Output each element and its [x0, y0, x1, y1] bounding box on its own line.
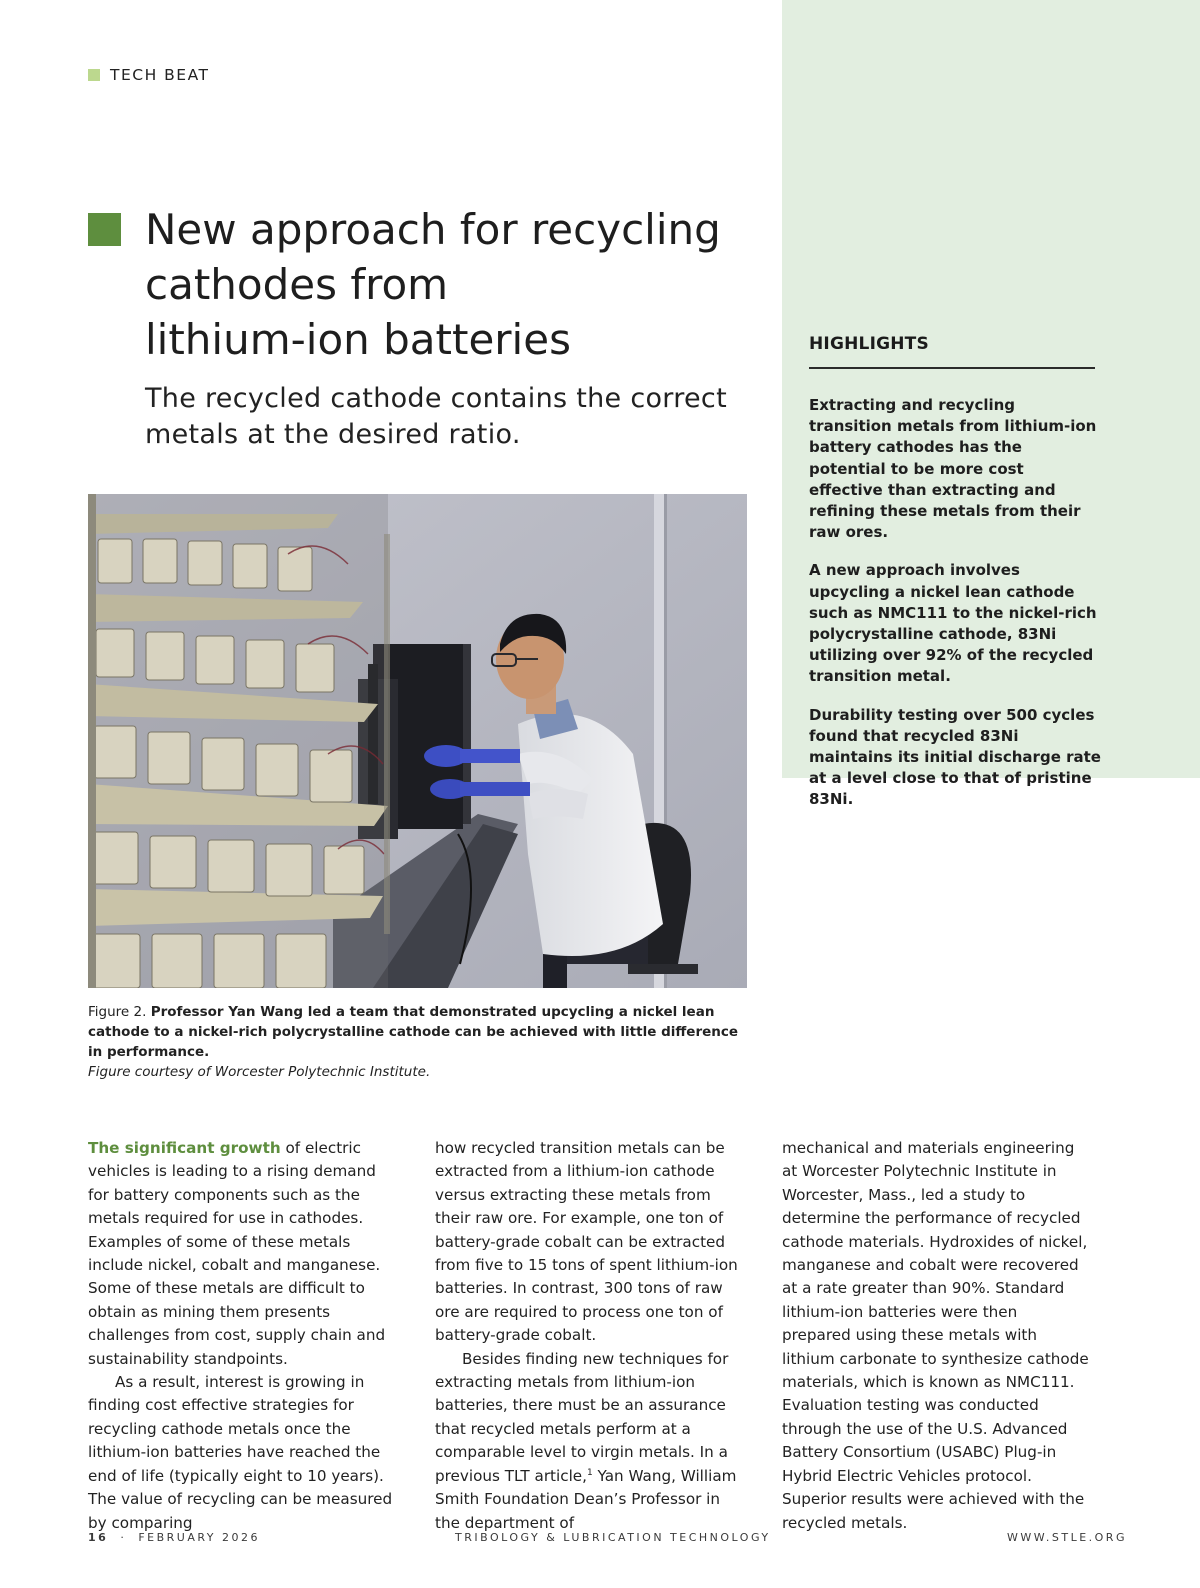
- page-number: 16: [88, 1531, 109, 1544]
- highlights-divider: [809, 367, 1095, 369]
- figure-caption-text: Professor Yan Wang led a team that demonstrated upcycling a nickel lean cathode to a nickel-rich polycrystalline cathode can be achieved with little difference in performance.: [88, 1004, 739, 1060]
- figure-label: Figure 2.: [88, 1004, 147, 1020]
- figure-photo: [88, 494, 747, 988]
- body-column-1: [88, 1137, 396, 1535]
- body-text: of electric vehicles is leading to a rising demand for battery components such as the metals required for use in cathodes. Examples of some of these metals include nickel, cobalt and manganese. Some of these metals are difficult to obtain as mining them presents challenges from cost, supply chain and sustainability standpoints.: [88, 1139, 386, 1368]
- article-subheadline: The recycled cathode contains the correct metals at the desired ratio.: [145, 383, 727, 450]
- body-paragraph: [435, 1348, 743, 1535]
- body-text: Yan Wang, William Smith Foundation Dean’s Professor in the department of: [435, 1466, 737, 1532]
- publication-name: TRIBOLOGY & LUBRICATION TECHNOLOGY: [455, 1531, 771, 1544]
- body-column-2: [435, 1137, 743, 1535]
- figure-credit: Figure courtesy of Worcester Polytechnic Institute.: [88, 1064, 431, 1080]
- body-paragraph: As a result, interest is growing in finding cost effective strategies for recycling cathode metals once the lithium-ion batteries have reached the end of life (typically eight to 10 years). The value of recycling can be measured by comparing: [88, 1373, 393, 1532]
- highlight-item: Extracting and recycling transition metals from lithium-ion battery cathodes has the potential to be more cost effective than extracting and refining these metals from their raw ores.: [809, 396, 1097, 542]
- headline-line: lithium-ion batteries: [145, 315, 571, 364]
- section-tag-marker: [88, 69, 100, 81]
- highlight-item: Durability testing over 500 cycles found that recycled 83Ni maintains its initial discharge rate at a level close to that of pristine 83Ni.: [809, 705, 1101, 809]
- body-column-3: [782, 1137, 1090, 1535]
- article-headline: [145, 202, 765, 367]
- headline-marker: [88, 213, 121, 246]
- footer-separator: ·: [120, 1531, 127, 1544]
- website-link[interactable]: WWW.STLE.ORG: [1007, 1531, 1127, 1544]
- lead-in: The significant growth: [88, 1139, 281, 1157]
- issue-date: FEBRUARY 2026: [138, 1531, 261, 1544]
- body-text: Besides finding new techniques for extracting metals from lithium-ion batteries, there must be an assurance that recycled metals perform at a comparable level to virgin metals. In a previous TLT article,: [435, 1349, 729, 1485]
- headline-line: cathodes from: [145, 260, 449, 309]
- highlights-title: HIGHLIGHTS: [809, 334, 929, 354]
- highlight-item: A new approach involves upcycling a nickel lean cathode such as NMC111 to the nickel-rich polycrystalline cathode, 83Ni utilizing over 92% of the recycled transition metal.: [809, 561, 1097, 686]
- body-paragraph: how recycled transition metals can be extracted from a lithium-ion cathode versus extracting these metals from their raw ore. For example, one ton of battery-grade cobalt can be extracted from five to 15 tons of spent lithium-ion batteries. In contrast, 300 tons of raw ore are required to process one ton of battery-grade cobalt.: [435, 1139, 738, 1345]
- figure-caption: [88, 1002, 748, 1082]
- body-paragraph: mechanical and materials engineering at Worcester Polytechnic Institute in Worcester, Mass., led a study to determine the performance of recycled cathode materials. Hydroxides of nickel, manganese and cobalt were recovered at a rate greater than 90%. Standard lithium-ion batteries were then prepared using these metals with lithium carbonate to synthesize cathode materials, which is known as NMC111. Evaluation testing was conducted through the use of the U.S. Advanced Battery Consortium (USABC) Plug-in Hybrid Electric Vehicles protocol. Superior results were achieved with the recycled metals.: [782, 1139, 1089, 1532]
- footer-page-info: [88, 1531, 260, 1544]
- body-paragraph: [88, 1137, 396, 1371]
- highlights-list: [809, 395, 1101, 828]
- headline-line: New approach for recycling: [145, 205, 721, 254]
- footnote-reference[interactable]: 1: [586, 1467, 593, 1478]
- section-tag: TECH BEAT: [110, 66, 210, 84]
